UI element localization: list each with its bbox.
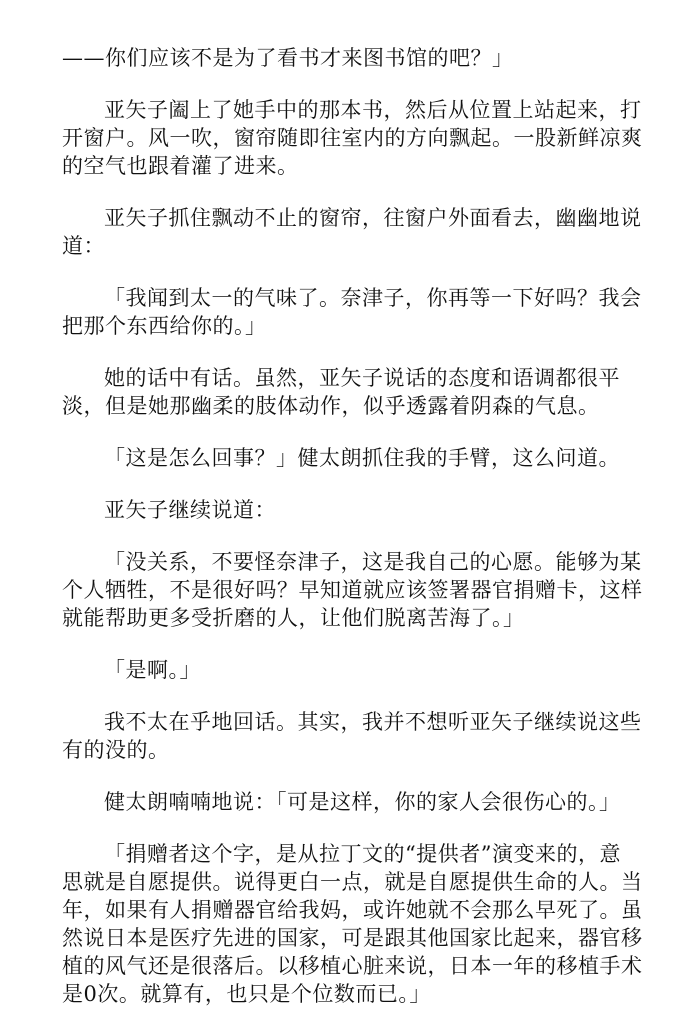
- paragraph: 亚矢子阖上了她手中的那本书，然后从位置上站起来，打 开窗户。风一吹，窗帘随即往室内的方向飘起。一股新鲜凉爽 的空气也跟着灌了进来。: [62, 98, 643, 178]
- paragraph: 「没关系，不要怪奈津子，这是我自己的心愿。能够为某 个人牺牲，不是很好吗？早知道就应该签署器官捐赠卡，这样 就能帮助更多受折磨的人，让他们脱离苦海了。」: [62, 550, 643, 630]
- paragraph: 「这是怎么回事？」健太朗抓住我的手臂，这么问道。: [104, 446, 620, 470]
- paragraph: 我不太在乎地回话。其实，我并不想听亚矢子继续说这些 有的没的。: [62, 710, 642, 762]
- paragraph: 健太朗喃喃地说：「可是这样，你的家人会很伤心的。」: [104, 790, 621, 814]
- paragraph: 亚矢子继续说道：: [104, 498, 276, 522]
- paragraph: 「捐赠者这个字，是从拉丁文的“提供者”演变来的，意 思就是自愿提供。说得更白一点，就是自愿提供生命的人。当 年，如果有人捐赠器官给我妈，或许她就不会那么早死了。虽 然说日本是医疗先进的国家，可是跟其他国家比起来，器官移 植的风气还是很落后。以移植心脏来说，日本一年的移植手术 是0次。就算有，也只是个位数而已。」: [62, 842, 643, 1006]
- paragraph: 「是啊。」: [104, 658, 201, 682]
- paragraph: 「我闻到太一的气味了。奈津子，你再等一下好吗？我会 把那个东西给你的。」: [62, 286, 642, 338]
- paragraph: 亚矢子抓住飘动不止的窗帘，往窗户外面看去，幽幽地说 道：: [62, 206, 642, 258]
- book-page: [62, 44, 648, 1032]
- paragraph: 她的话中有话。虽然，亚矢子说话的态度和语调都很平 淡，但是她那幽柔的肢体动作，似乎透露着阴森的气息。: [62, 366, 620, 418]
- paragraph: ——你们应该不是为了看书才来图书馆的吧？」: [62, 46, 514, 70]
